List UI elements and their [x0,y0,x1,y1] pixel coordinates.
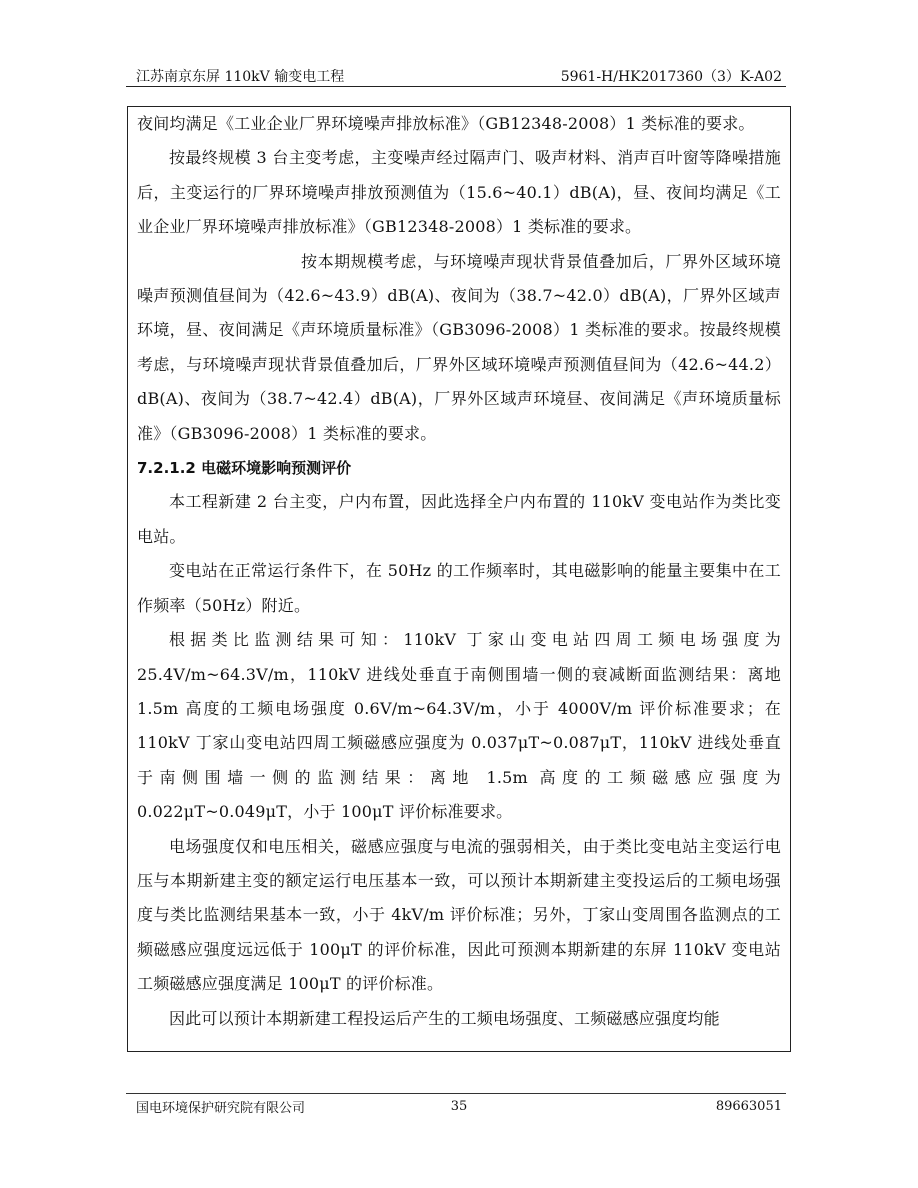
header-project-title: 江苏南京东屏 110kV 输变电工程 [136,69,345,85]
page-number: 35 [450,1098,468,1114]
content-frame [127,106,791,1052]
paragraph-frequency: 变电站在正常运行条件下，在 50Hz 的工作频率时，其电磁影响的能量主要集中在工作频率（50Hz）附近。 [137,561,781,615]
section-heading: 7.2.1.2 电磁环境影响预测评价 [137,459,352,478]
paragraph-noise-final-scale: 按最终规模 3 台主变考虑，主变噪声经过隔声门、吸声材料、消声百叶窗等降噪措施后，主变运行的厂界环境噪声排放预测值为（15.6~40.1）dB(A)，昼、夜间均满足《工业企业厂界环境噪声排放标准》（GB12348-2008）1 类标准的要求。 [137,148,781,237]
page-footer [136,1097,782,1115]
footer-organization: 国电环境保护研究院有限公司 [136,1100,306,1116]
paragraph-field-strength: 电场强度仅和电压相关，磁感应强度与电流的强弱相关，由于类比变电站主变运行电压与本期新建主变的额定运行电压基本一致，可以预计本期新建主变投运后的工频电场强度与类比监测结果基本一致，小于 4kV/m 评价标准；另外，丁家山变周围各监测点的工频磁感应强度远远低于 100μT 的评价标准，因此可预测本期新建的东屏 110kV 变电站工频磁感应强度满足 100μT 的评价标准。 [137,836,781,994]
header-document-code: 5961-H/HK2017360（3）K-A02 [560,69,782,85]
footer-rule [126,1093,786,1094]
footer-phone: 89663051 [715,1098,782,1114]
paragraph-monitoring-results: 根据类比监测结果可知：110kV 丁家山变电站四周工频电场强度为 25.4V/m~64.3V/m，110kV 进线处垂直于南侧围墙一侧的衰减断面监测结果：离地 1.5m 高度的工频电场强度 0.6V/m~64.3V/m，小于 4000V/m 评价标准要求；在 110kV 丁家山变电站四周工频磁感应强度为 0.037μT~0.087μT，110kV 进线处垂直于南侧围墙一侧的监测结果：离地 1.5m 高度的工频磁感应强度为 0.022μT~0.049μT，小于 100μT 评价标准要求。 [137,630,781,822]
header-rule [126,86,786,87]
paragraph-conclusion: 因此可以预计本期新建工程投运后产生的工频电场强度、工频磁感应强度均能 [169,1008,720,1028]
page-header [136,64,782,86]
paragraph-noise-night: 夜间均满足《工业企业厂界环境噪声排放标准》（GB12348-2008）1 类标准的要求。 [137,114,755,133]
paragraph-analog-substation: 本工程新建 2 台主变，户内布置，因此选择全户内布置的 110kV 变电站作为类比变电站。 [137,492,781,546]
paragraph-noise-background: 按本期规模考虑，与环境噪声现状背景值叠加后，厂界外区域环境噪声预测值昼间为（42.6~43.9）dB(A)、夜间为（38.7~42.0）dB(A)，厂界外区域声环境，昼、夜间满足《声环境质量标准》（GB3096-2008）1 类标准的要求。按最终规模考虑，与环境噪声现状背景值叠加后，厂界外区域环境噪声预测值昼间为（42.6~44.2）dB(A)、夜间为（38.7~42.4）dB(A)，厂界外区域声环境昼、夜间满足《声环境质量标准》（GB3096-2008）1 类标准的要求。 [137,251,781,443]
